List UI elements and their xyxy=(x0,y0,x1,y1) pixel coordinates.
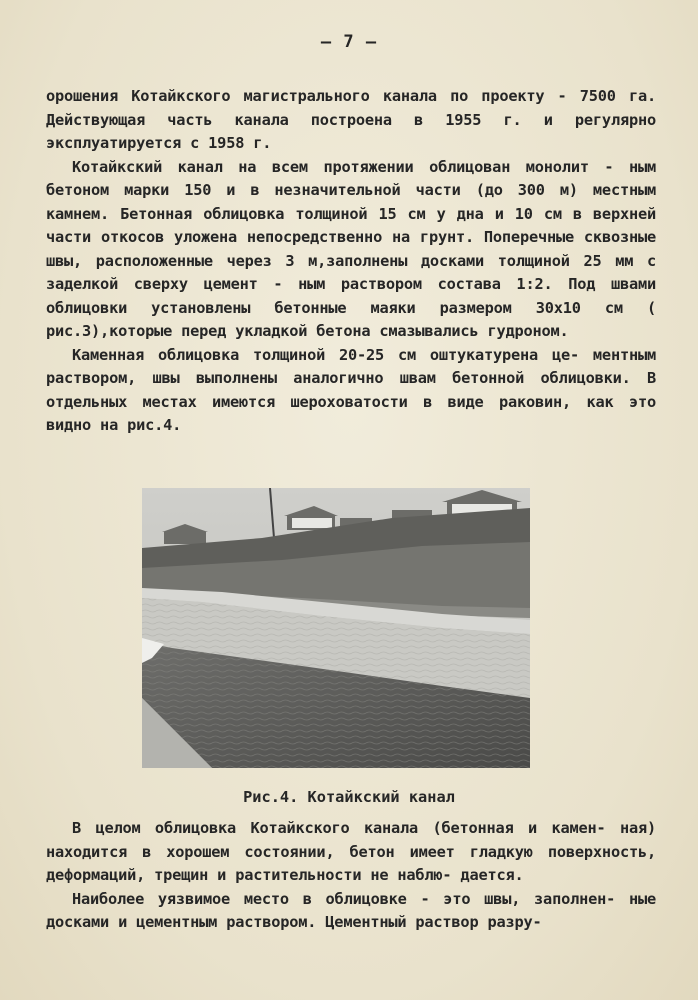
paragraph-1: орошения Котайкского магистрального канала по проекту - 7500 га. Действующая часть канала построена в 1955 г. и регулярно эксплуатируется с 1958 г. xyxy=(46,87,656,152)
text-block-top xyxy=(46,85,656,438)
paragraph-3: Каменная облицовка толщиной 20-25 см оштукатурена це- ментным раствором, швы выполнены аналогично швам бетонной облицовки. В отдельных местах имеются шероховатости в виде раковин, как это видно на рис.4. xyxy=(46,345,656,434)
paragraph-4: В целом облицовка Котайкского канала (бетонная и камен- ная) находится в хорошем состоянии, бетон имеет гладкую поверхность, деформаций, трещин и растительности не наблю- дается. xyxy=(46,819,656,884)
figure-photo-canal xyxy=(142,488,530,768)
canal-photo-illustration xyxy=(142,488,530,768)
figure-caption: Рис.4. Котайкский канал xyxy=(243,788,455,806)
paragraph-5: Наиболее уязвимое место в облицовке - это швы, заполнен- ные досками и цементным раствором. Цементный раствор разру- xyxy=(46,889,656,931)
text-block-bottom xyxy=(46,817,656,935)
paragraph-2: Котайкский канал на всем протяжении облицован монолит - ным бетоном марки 150 и в незначительной части (до 300 м) местным камнем. Бетонная облицовка толщиной 15 см у дна и 10 см в верхней части откосов уложена непосредственно на грунт. Поперечные сквозные швы, расположенные через 3 м,заполнены досками толщиной 25 мм с заделкой сверху цемент - ным раствором состава 1:2. Под швами облицовки установлены бетонные маяки размером 30х10 см ( рис.3),которые перед укладкой бетона смазывались гудроном. xyxy=(46,157,656,340)
page-number: — 7 — xyxy=(320,32,378,52)
